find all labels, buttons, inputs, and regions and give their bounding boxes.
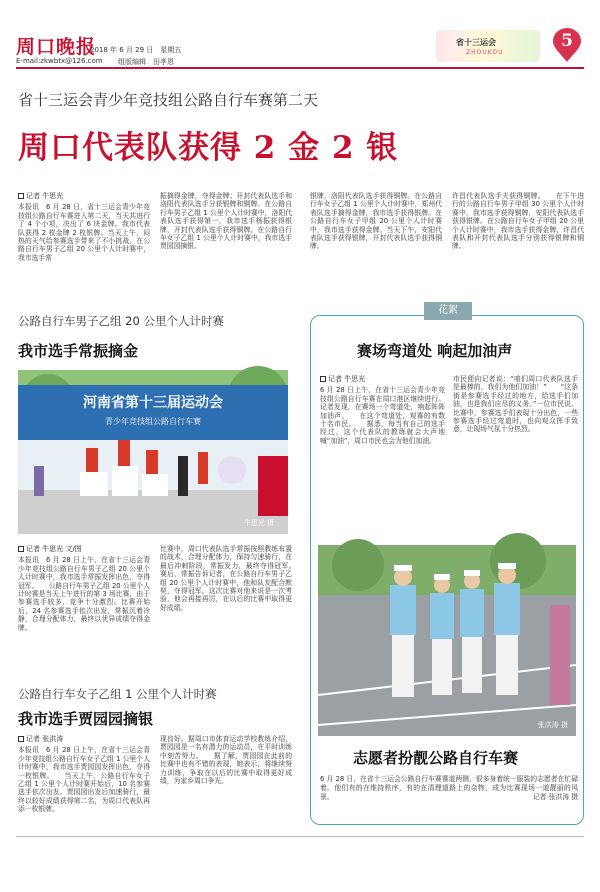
- byline-box-icon: [320, 376, 326, 382]
- volunteers-photo-image: [318, 545, 576, 736]
- lead-col-4: 许昌代表队选手夫获得铜牌。 在下午进行的公路自行车男子甲组 30 公里个人计时赛中，我市选手获得铜牌，安阳代表队选手获得银牌。在公路自行车女子甲组 20 公里个人计时赛中，我市选手获得金牌，许昌代表队和开封代表队选手分别获得银牌和铜牌。: [452, 192, 584, 251]
- sidebar-col-1-text: 6 月 28 日上午，在省十三运会青少年竞技组公路自行车赛在周口港区继续进行。记者发现，在赛场一个弯道处，响起阵阵加油声。 在这个弯道处，观赛的有数十名市民。 据悉，每当有自己的选手经过，这个代表队的教练就会大声地喊“加油”，周口市民也会为他们加油。: [320, 386, 445, 445]
- lead-headline: 周口代表队获得 2 金 2 银: [18, 130, 399, 166]
- bottom-rule: [16, 836, 584, 837]
- article2-byline-text: 记者 牛思光 文/图: [26, 545, 82, 553]
- banner-sub: ZHOUKOU: [466, 49, 504, 56]
- lead-col-1: [18, 192, 150, 302]
- volunteers-photo: [318, 545, 576, 736]
- banner-title: 省十三运会: [456, 38, 496, 47]
- article3-col-1: [18, 735, 150, 831]
- article2-byline: [18, 545, 150, 553]
- sidebar-caption-credit: 记者 张洪涛 摄: [532, 793, 578, 801]
- photo2-credit: 张洪涛 摄: [537, 721, 568, 729]
- podium-photo: [18, 370, 288, 534]
- games-banner: [436, 30, 540, 62]
- lead-byline: [18, 192, 150, 200]
- article2-col-2: 比赛中，周口代表队选手常振按照教练布置的战术，合理分配体力，保持匀速骑行，在最后冲刺阶段，常振发力，最终夺得冠军。 赛后，常振告诉记者，在公路自行车男子乙组 20 公里个人计时赛中，他和队友配合默契，夺得冠军。这次比赛对他来说是一次考验，他会再接再厉，在以后的比赛中取得更好成绩。: [160, 545, 306, 612]
- sidebar-byline: [320, 375, 445, 383]
- lead-col-3: 银牌，洛阳代表队选手获得铜牌。在公路自行车女子乙组 1 公里个人计时赛中，郑州代表队选手摘得金牌，我市选手获得银牌。在公路自行车女子甲组 20 公里个人计时赛中，我市选手获得金牌。当天下午，安阳代表队选手获得银牌，开封代表队选手获得铜牌。: [310, 192, 442, 251]
- newspaper-logo: 周口晚报: [16, 36, 97, 58]
- photo-banner-text: 河南省第十三届运动会: [83, 395, 223, 411]
- article2-col-1: [18, 545, 150, 673]
- lead-byline-text: 记者 牛思光: [26, 192, 64, 200]
- sidebar-byline-text: 记者 牛思光: [328, 375, 366, 383]
- sidebar-tab: 花絮: [424, 302, 472, 320]
- masthead-rule: [16, 67, 584, 69]
- article3-headline: 我市选手贾园园摘银: [18, 710, 154, 728]
- sidebar-col-1: [320, 375, 445, 535]
- article3-byline-text: 记者 张洪涛: [26, 735, 64, 743]
- article3-section: 公路自行车女子乙组 1 公里个人计时赛: [18, 687, 217, 701]
- photo1-credit: 牛思光 摄: [243, 519, 274, 527]
- sidebar-caption: [320, 775, 578, 821]
- article3-col-1-text: 本报讯 6 月 28 日上午，在省十三运会青少年竞技组公路自行车女子乙组 1 公里个人计时赛中，我市选手贾园园发挥出色，夺得一枚银牌。 当天上午，公路自行车女子乙组 1 公里个人计时赛开始后，10 名参赛选手依次出发。贾园园出发后加速骑行，最终以较好成绩获得第二名，为周口代表队再添一枚银牌。: [18, 746, 150, 814]
- lead-kicker: 省十三运会青少年竞技组公路自行车赛第二天: [18, 91, 319, 109]
- sidebar-col-2: 市民便向记者说：“咱们周口代表队选手是最棒的，我们为他们加油！” “这条街是参赛选手经过的地方，给选手们加油，也是我们应尽的义务。”一位市民说。比赛中，参赛选手们表现十分出色，一些参赛选手经过弯道时，也向观众挥手致意，让现场气氛十分热烈。: [453, 375, 578, 434]
- article3-byline: [18, 735, 150, 743]
- article2-section: 公路自行车男子乙组 20 公里个人计时赛: [18, 314, 224, 328]
- article2-headline: 我市选手常振摘金: [18, 342, 139, 360]
- dateline: 2018 年 6 月 29 日 星期五: [90, 46, 182, 54]
- photo-banner-sub: 青少年竞技组公路自行车赛: [105, 417, 201, 426]
- lead-col-2: 振摘得金牌，夺得金牌；开封代表队选手和洛阳代表队选手分获银牌和铜牌。在公路自行车男子乙组 1 公里个人计时赛中，洛阳代表队选手获得第一，我市选手杨振获得银牌，开封代表队选手获得铜牌。在公路自行车女子乙组 1 公里个人计时赛中，我市选手贾园园摘银。: [160, 192, 292, 251]
- email: E-mail:zkwbtx@126.com: [16, 57, 103, 65]
- lead-col-1-text: 本报讯 6 月 28 日，省十三运会青少年竞技组公路自行车赛进入第二天，当天共进行了 4 个小项，决出了 6 块金牌。我市代表队获得 2 枚金牌 2 枚银牌。当天上午，闷热的天气给参赛选手带来了不小挑战，在公路自行车男子乙组 20 公里个人计时赛中，我市选手常: [18, 203, 150, 262]
- byline-box-icon: [18, 546, 24, 552]
- byline-box-icon: [18, 193, 24, 199]
- sidebar-caption-text: 6 月 28 日，在省十三运会公路自行车赛赛道两侧，很多身着统一服装的志愿者在忙碌着。他们有的在维持秩序，有的在清理道路上的杂物，成为比赛现场一道靓丽的风景。: [320, 775, 578, 801]
- masthead: [0, 0, 600, 70]
- sidebar-headline: 赛场弯道处 响起加油声: [357, 342, 513, 360]
- article3-col-2: 现良好。据周口市体育运动学校教练介绍，贾园园是一名有潜力的运动员，在平时训练中刻苦努力。 据了解，贾园园在此前的比赛中也有不错的表现，她表示，将继续努力训练，争取在以后的比赛中取得更好成绩，为家乡周口争光。: [160, 735, 292, 786]
- byline-box-icon: [18, 736, 24, 742]
- page-number: 5: [561, 31, 573, 51]
- sidebar-headline-2: 志愿者扮靓公路自行车赛: [353, 749, 519, 767]
- editors: 组版编辑 田孝恩: [118, 58, 174, 66]
- article2-col-1-text: 本报讯 6 月 28 日上午，在省十三运会青少年竞技组公路自行车男子乙组 20 公里个人计时赛中，我市选手常振发挥出色，夺得冠军。 公路自行车男子乙组 20 公里个人计时赛是当天上午进行的第 3 场比赛，由于参赛选手较多，竞争十分激烈。比赛开始后，24 名参赛选手依次出发，常振沉着冷静，合理分配体力，最终以优异成绩夺得金牌。: [18, 556, 150, 632]
